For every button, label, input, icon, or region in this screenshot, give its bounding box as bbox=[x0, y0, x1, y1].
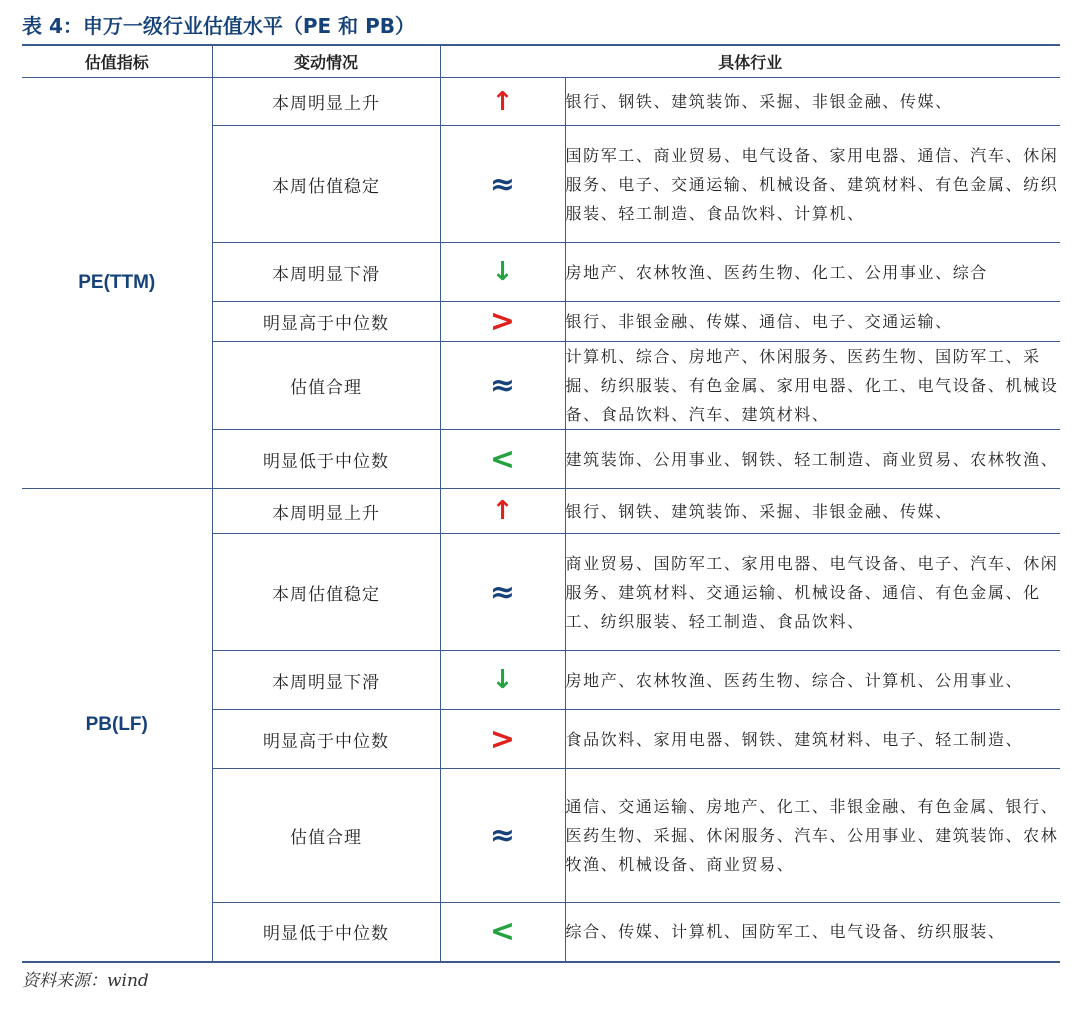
approx-icon: ≈ bbox=[489, 368, 516, 403]
approx-icon: ≈ bbox=[489, 818, 516, 853]
industry-list: 房地产、农林牧渔、医药生物、化工、公用事业、综合 bbox=[565, 243, 1060, 302]
change-label: 明显高于中位数 bbox=[212, 302, 440, 342]
metric-pe: PE(TTM) bbox=[78, 272, 156, 293]
table-title: 表 4：申万一级行业估值水平（PE 和 PB） bbox=[22, 14, 416, 38]
industry-list: 商业贸易、国防军工、家用电器、电气设备、电子、汽车、休闲服务、建筑材料、交通运输、机械设备、通信、有色金属、化工、纺织服装、轻工制造、食品饮料、 bbox=[565, 534, 1060, 651]
change-label: 估值合理 bbox=[212, 769, 440, 903]
change-label: 本周估值稳定 bbox=[212, 126, 440, 243]
valuation-table bbox=[22, 44, 1060, 963]
arrow-up-icon: ↑ bbox=[491, 86, 514, 117]
industry-list: 食品饮料、家用电器、钢铁、建筑材料、电子、轻工制造、 bbox=[565, 710, 1060, 769]
less-than-icon: < bbox=[489, 914, 516, 950]
metric-pb: PB(LF) bbox=[22, 489, 212, 962]
change-label: 估值合理 bbox=[212, 342, 440, 430]
change-label: 本周估值稳定 bbox=[212, 534, 440, 651]
less-than-icon: < bbox=[489, 441, 516, 477]
industry-list: 建筑装饰、公用事业、钢铁、轻工制造、商业贸易、农林牧渔、 bbox=[565, 430, 1060, 489]
header-row bbox=[22, 45, 1060, 78]
change-label: 本周明显上升 bbox=[212, 78, 440, 126]
arrow-up-icon: ↑ bbox=[491, 496, 514, 526]
industry-list: 房地产、农林牧渔、医药生物、综合、计算机、公用事业、 bbox=[565, 651, 1060, 710]
header-metric: 估值指标 bbox=[22, 45, 212, 78]
change-label: 本周明显上升 bbox=[212, 489, 440, 534]
header-change: 变动情况 bbox=[212, 45, 440, 78]
table-row bbox=[22, 78, 1060, 126]
industry-list: 综合、传媒、计算机、国防军工、电气设备、纺织服装、 bbox=[565, 903, 1060, 962]
header-industries: 具体行业 bbox=[440, 45, 1060, 78]
arrow-down-icon: ↓ bbox=[491, 665, 514, 695]
greater-than-icon: > bbox=[489, 721, 516, 757]
approx-icon: ≈ bbox=[489, 574, 516, 610]
industry-list: 计算机、综合、房地产、休闲服务、医药生物、国防军工、采掘、纺织服装、有色金属、家用电器、化工、电气设备、机械设备、食品饮料、汽车、建筑材料、 bbox=[565, 342, 1060, 430]
change-label: 明显高于中位数 bbox=[212, 710, 440, 769]
industry-list: 银行、钢铁、建筑装饰、采掘、非银金融、传媒、 bbox=[565, 489, 1060, 534]
greater-than-icon: > bbox=[489, 304, 516, 339]
industry-list: 通信、交通运输、房地产、化工、非银金融、有色金属、银行、医药生物、采掘、休闲服务、汽车、公用事业、建筑装饰、农林牧渔、机械设备、商业贸易、 bbox=[565, 769, 1060, 903]
industry-list: 国防军工、商业贸易、电气设备、家用电器、通信、汽车、休闲服务、电子、交通运输、机械设备、建筑材料、有色金属、纺织服装、轻工制造、食品饮料、计算机、 bbox=[565, 126, 1060, 243]
change-label: 本周明显下滑 bbox=[212, 651, 440, 710]
change-label: 明显低于中位数 bbox=[212, 903, 440, 962]
industry-list: 银行、非银金融、传媒、通信、电子、交通运输、 bbox=[565, 302, 1060, 342]
industry-list: 银行、钢铁、建筑装饰、采掘、非银金融、传媒、 bbox=[565, 78, 1060, 126]
source-note: 资料来源：wind bbox=[22, 971, 149, 991]
approx-icon: ≈ bbox=[489, 166, 516, 202]
change-label: 本周明显下滑 bbox=[212, 243, 440, 302]
change-label: 明显低于中位数 bbox=[212, 430, 440, 489]
table-row bbox=[22, 489, 1060, 534]
arrow-down-icon: ↓ bbox=[491, 257, 514, 287]
